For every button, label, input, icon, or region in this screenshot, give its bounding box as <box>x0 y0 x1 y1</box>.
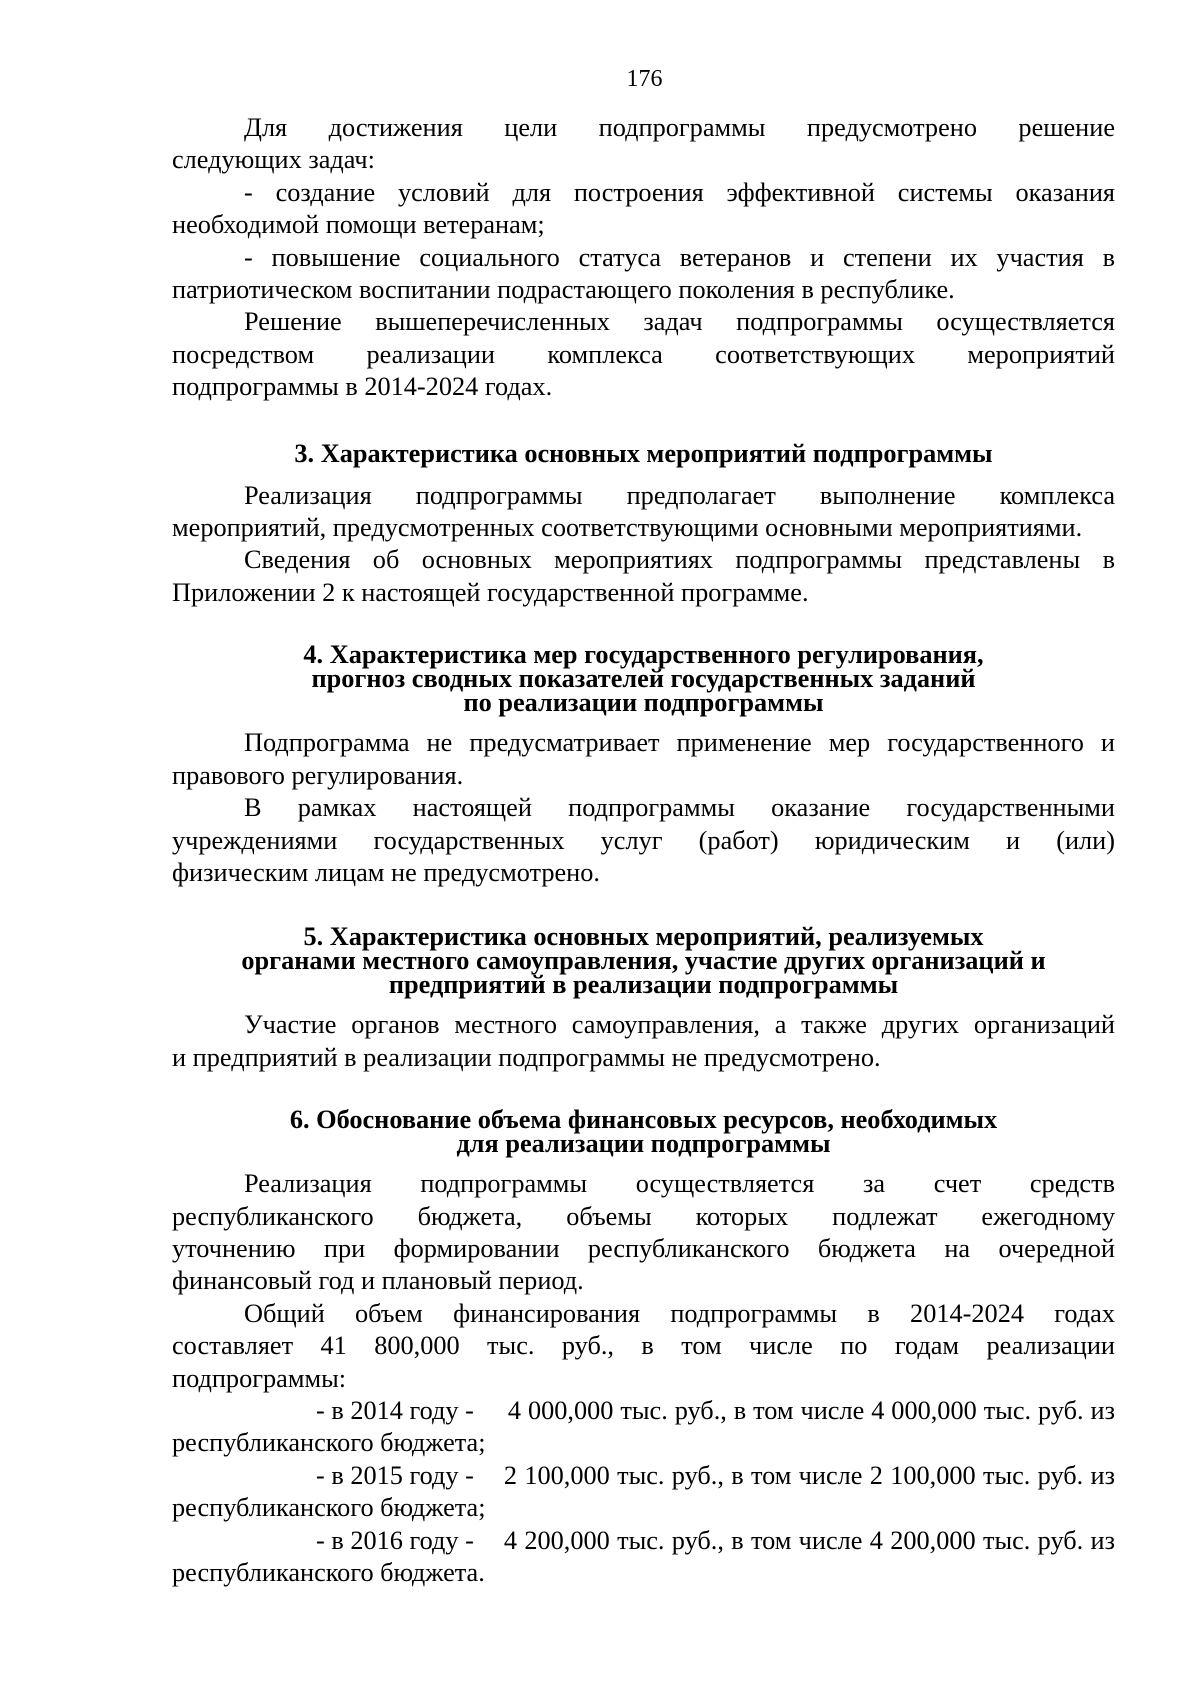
section-3-heading: 3. Характеристика основных мероприятий подпрограммы <box>294 438 993 468</box>
intro-paragraph-2-line-1: Решение вышеперечисленных задач подпрограммы осуществляется <box>244 307 1115 337</box>
section-5-paragraph-1-line-1: Участие органов местного самоуправления, а также других организаций <box>244 1010 1115 1040</box>
section-6 <box>172 1105 1115 1589</box>
funding-year-amount: 4 200,000 тыс. руб., в том числе 4 200,000 тыс. руб. из <box>503 1525 1115 1555</box>
section-4-paragraph-1-line-1: Подпрограмма не предусматривает применение мер государственного и <box>244 728 1115 758</box>
section-5-heading-line-3: предприятий в реализации подпрограммы <box>388 970 899 1000</box>
section-4-paragraph-2-line-2: учреждениями государственных услуг (работ) юридическим и (или) <box>172 825 1115 855</box>
section-6-heading-line-2: для реализации подпрограммы <box>456 1129 831 1159</box>
funding-year-source: республиканского бюджета; <box>172 1493 486 1523</box>
document-page <box>172 64 1115 1589</box>
section-3 <box>172 438 1115 610</box>
funding-year-source: республиканского бюджета. <box>172 1558 485 1587</box>
funding-year-item <box>172 1525 1115 1557</box>
intro-paragraph-1-line-1: Для достижения цели подпрограммы предусмотрено решение <box>244 113 1115 142</box>
section-3-paragraph-2-line-2: Приложении 2 к настоящей государственной программе. <box>172 577 809 607</box>
funding-year-item <box>172 1395 1115 1427</box>
funding-year-amount: 4 000,000 тыс. руб., в том числе 4 000,000 тыс. руб. из <box>507 1395 1115 1425</box>
section-3-paragraph-1-line-1: Реализация подпрограммы предполагает выполнение комплекса <box>244 480 1115 510</box>
section-5 <box>172 922 1115 1074</box>
intro-paragraph-2-line-2: посредством реализации комплекса соответствующих мероприятий <box>172 339 1115 369</box>
section-6-paragraph-1-line-1: Реализация подпрограммы осуществляется за счет средств <box>244 1169 1115 1199</box>
section-6-paragraph-2-line-3: подпрограммы: <box>172 1363 347 1393</box>
section-4-heading-line-3: по реализации подпрограммы <box>463 688 824 718</box>
section-4-heading-line-2: прогноз сводных показателей государственных заданий <box>311 664 976 694</box>
section-5-heading <box>172 922 1115 1000</box>
funding-by-year-list <box>172 1395 1115 1589</box>
section-5-heading-line-1: 5. Характеристика основных мероприятий, реализуемых <box>303 922 984 952</box>
section-3-paragraph-2-line-1: Сведения об основных мероприятиях подпрограммы представлены в <box>244 545 1115 575</box>
section-6-paragraph-1-line-2: республиканского бюджета, объемы которых подлежат ежегодному <box>172 1201 1115 1231</box>
funding-year-label: - в 2014 году - <box>316 1395 474 1425</box>
intro-block <box>172 112 1115 404</box>
task-2-line-1: - повышение социального статуса ветеранов и степени их участия в <box>244 242 1115 272</box>
section-5-heading-line-2: органами местного самоуправления, участие других организаций и <box>241 946 1046 976</box>
section-6-heading <box>172 1105 1115 1159</box>
section-4-paragraph-1-line-2: правового регулирования. <box>172 760 464 790</box>
section-6-paragraph-2-line-2: составляет 41 800,000 тыс. руб., в том числе по годам реализации <box>172 1331 1115 1361</box>
page-number: 176 <box>626 66 663 92</box>
intro-paragraph-1-line-2: следующих задач: <box>172 145 375 175</box>
task-1-line-2: необходимой помощи ветеранам; <box>172 210 545 240</box>
funding-year-item <box>172 1460 1115 1492</box>
section-5-paragraph-1-line-2: и предприятий в реализации подпрограммы не предусмотрено. <box>172 1042 881 1072</box>
section-4-heading-line-1: 4. Характеристика мер государственного регулирования, <box>303 640 984 670</box>
funding-year-amount: 2 100,000 тыс. руб., в том числе 2 100,000 тыс. руб. из <box>503 1460 1115 1490</box>
section-4-paragraph-2-line-3: физическим лицам не предусмотрено. <box>172 857 600 887</box>
task-2-line-2: патриотическом воспитании подрастающего поколения в республике. <box>172 275 955 305</box>
section-6-paragraph-1-line-3: уточнению при формировании республиканского бюджета на очередной <box>172 1233 1115 1263</box>
section-6-paragraph-1-line-4: финансовый год и плановый период. <box>172 1266 584 1296</box>
section-6-paragraph-2-line-1: Общий объем финансирования подпрограммы в 2014-2024 годах <box>244 1298 1115 1328</box>
funding-year-label: - в 2015 году - <box>316 1460 474 1490</box>
section-3-paragraph-1-line-2: мероприятий, предусмотренных соответствующими основными мероприятиями. <box>172 513 1083 543</box>
task-1-line-1: - создание условий для построения эффективной системы оказания <box>244 177 1115 207</box>
section-4-heading <box>172 640 1115 718</box>
funding-year-source: республиканского бюджета; <box>172 1428 486 1458</box>
section-6-heading-line-1: 6. Обоснование объема финансовых ресурсов, необходимых <box>289 1105 998 1135</box>
section-4-paragraph-2-line-1: В рамках настоящей подпрограммы оказание государственными <box>244 793 1115 823</box>
intro-paragraph-2-line-3: подпрограммы в 2014-2024 годах. <box>172 372 553 402</box>
funding-year-label: - в 2016 году - <box>316 1525 474 1555</box>
section-4 <box>172 640 1115 889</box>
